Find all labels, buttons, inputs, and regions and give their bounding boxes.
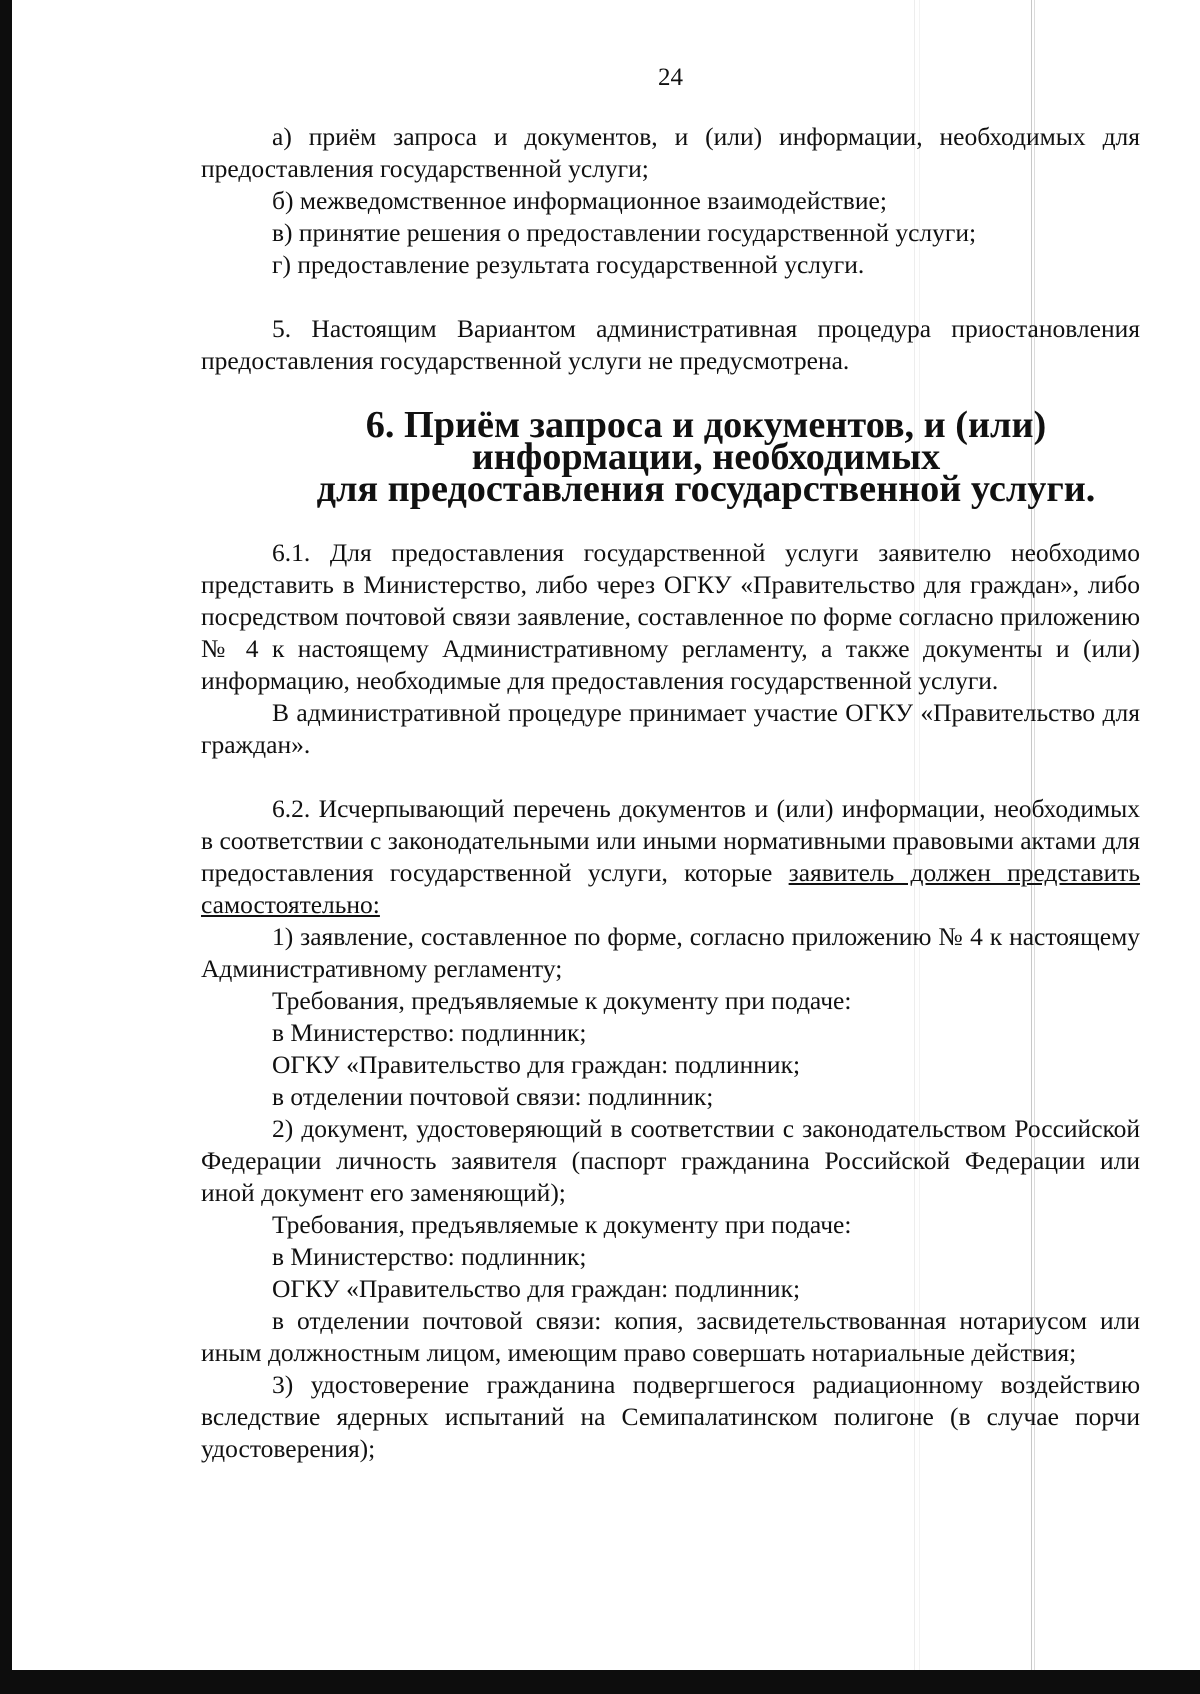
paragraph-g: г) предоставление результата государственной услуги. xyxy=(272,250,865,279)
section-6-heading xyxy=(201,404,1140,510)
paragraph-5: 5. Настоящим Вариантом административная процедура приостановления предоставления государственной услуги не предусмотрена. xyxy=(201,314,1140,375)
list-item: в отделении почтовой связи: подлинник; xyxy=(272,1082,714,1111)
paragraph-6-1: 6.1. Для предоставления государственной услуги заявителю необходимо представить в Министерство, либо через ОГКУ «Правительство для граждан», либо посредством почтовой связи заявление, составленное по форме согласно приложению № 4 к настоящему Административному регламенту, а также документы и (или) информацию, необходимые для предоставления государственной услуги. xyxy=(201,538,1140,695)
section-6-heading-line1: 6. Приём запроса и документов, и (или) информации, необходимых xyxy=(365,404,1047,478)
paragraph-v: в) принятие решения о предоставлении государственной услуги; xyxy=(272,218,977,247)
list-item: ОГКУ «Правительство для граждан: подлинник; xyxy=(272,1274,801,1303)
list-item: 3) удостоверение гражданина подвергшегося радиационному воздействию вследствие ядерных испытаний на Семипалатинском полигоне (в случае порчи удостоверения); xyxy=(201,1370,1140,1463)
page-number: 24 xyxy=(658,64,683,91)
list-item: 1) заявление, составленное по форме, согласно приложению № 4 к настоящему Административному регламенту; xyxy=(201,922,1140,983)
paragraph-6-2-underlined: заявитель должен представить самостоятельно: xyxy=(201,858,1141,919)
list-item: в Министерство: подлинник; xyxy=(272,1018,587,1047)
list-item: в Министерство: подлинник; xyxy=(272,1242,587,1271)
list-item: 2) документ, удостоверяющий в соответствии с законодательством Российской Федерации личность заявителя (паспорт гражданина Российской Федерации или иной документ его заменяющий); xyxy=(201,1114,1140,1207)
paragraph-6-2 xyxy=(201,793,1140,921)
list-item: Требования, предъявляемые к документу при подаче: xyxy=(272,986,852,1015)
list-item: в отделении почтовой связи: копия, засвидетельствованная нотариусом или иным должностным лицом, имеющим право совершать нотариальные действия; xyxy=(201,1306,1140,1367)
document-body xyxy=(201,121,1140,1465)
paragraph-a: а) приём запроса и документов, и (или) информации, необходимых для предоставления государственной услуги; xyxy=(201,122,1140,183)
scan-bottom-edge xyxy=(0,1670,1200,1694)
list-item: Требования, предъявляемые к документу при подаче: xyxy=(272,1210,852,1239)
section-6-heading-line2: для предоставления государственной услуги. xyxy=(316,468,1096,510)
list-item: ОГКУ «Правительство для граждан: подлинник; xyxy=(272,1050,801,1079)
paragraph-b: б) межведомственное информационное взаимодействие; xyxy=(272,186,887,215)
spacer xyxy=(201,761,1140,793)
paragraph-6-2-text: 6.2. Исчерпывающий перечень документов и (или) информации, необходимых в соответствии с законодательными или иными нормативными правовыми актами для предоставления государственной услуги, которые xyxy=(201,794,1140,887)
spacer xyxy=(201,281,1140,313)
paragraph-6-1-participation: В административной процедуре принимает участие ОГКУ «Правительство для граждан». xyxy=(201,698,1140,759)
scan-left-edge xyxy=(0,0,12,1694)
